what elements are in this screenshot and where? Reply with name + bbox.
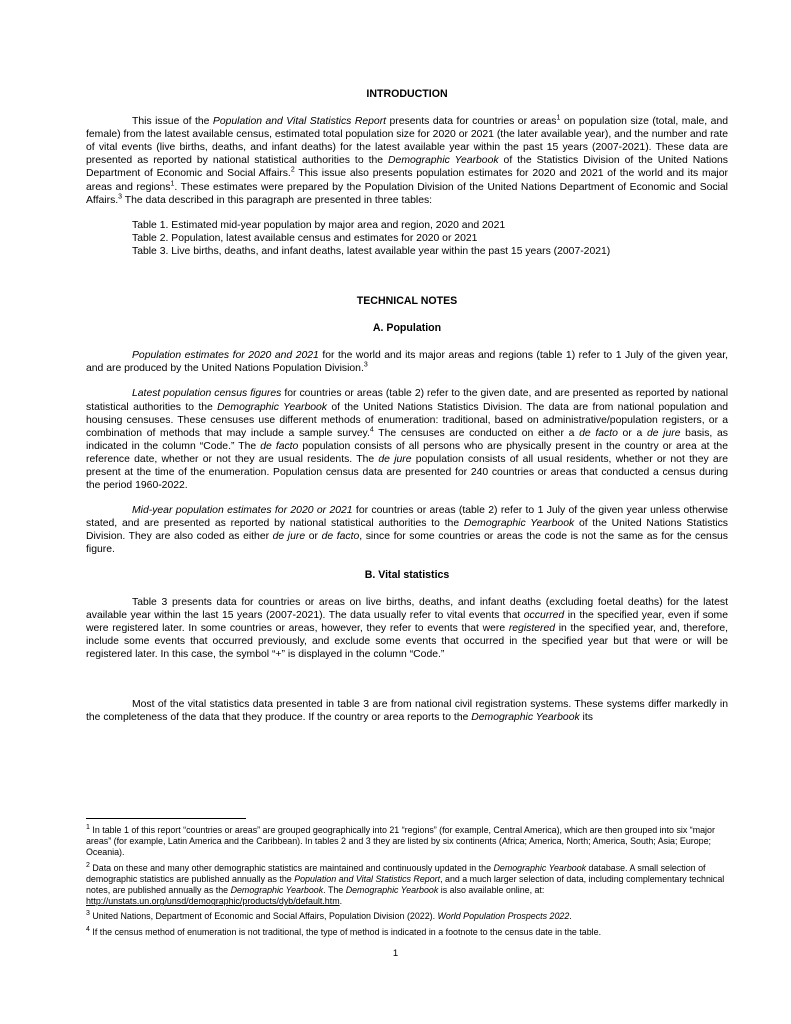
text-run: registered <box>508 622 556 634</box>
publication-title: Population and Vital Statistics Report <box>294 873 441 884</box>
text-run: , and a much larger selection of data, including complementary technical notes, are published annually as the <box>86 873 725 896</box>
footnote-number: 3 <box>86 910 90 918</box>
text-run: de jure <box>378 453 412 465</box>
text-run: This issue of the <box>132 116 213 128</box>
table-list-item: Table 1. Estimated mid-year population by major area and region, 2020 and 2021 <box>132 219 506 231</box>
text-run: Latest population census figures <box>132 388 282 400</box>
footnote-divider <box>86 818 246 819</box>
text-run: for the world and its major areas and regions (table 1) refer to 1 July of the given year, and are produced by the United Nations Population Division. <box>86 350 728 375</box>
publication-title: World Population Prospects 2022 <box>437 911 570 922</box>
text-run: of the United Nations Statistics Division. The data are from national population and housing censuses. These censuses use different methods of enumeration: traditional, based on administrative/population registers, or a combination of methods that may include a sample survey. <box>86 401 729 439</box>
text-run: de facto <box>260 440 299 452</box>
footnote-4 <box>86 927 728 938</box>
footnote-1 <box>86 825 728 859</box>
civil-registration-paragraph <box>86 698 728 724</box>
footnote-ref: 2 <box>290 167 295 174</box>
text-run: . <box>569 911 572 922</box>
introduction-heading: INTRODUCTION <box>366 88 448 100</box>
section-a-heading: A. Population <box>372 322 442 335</box>
text-run: , since for some countries or areas the code is not the same as for the census figure. <box>86 531 728 556</box>
text-run: for countries or areas (table 2) refer to the given date, and are presented as reported by national statistical authorities to the <box>86 388 729 413</box>
text-run: Population estimates for 2020 and 2021 <box>132 350 319 362</box>
text-run: . The <box>323 885 346 896</box>
text-run: The censuses are conducted on either a <box>373 427 580 439</box>
text-run: de facto <box>321 531 360 543</box>
text-run: or <box>305 531 322 543</box>
text-run: In table 1 of this report “countries or areas” are grouped geographically into 21 “regions” (for example, Central America), which are then grouped into six “major areas” (for example, Latin America and the Caribbean). In tables 2 and 3 they are listed by six continents (Africa; America, North; America, South; Asia; Europe; Oceania). <box>86 825 715 858</box>
footnote-ref: 3 <box>118 193 123 201</box>
text-run: or a <box>617 427 647 439</box>
text-run: population consists of all usual residents, whether or not they are present at the time of the enumeration. Population census data are presented for 240 countries or areas that conducted a census during the period 1960-2022. <box>86 453 728 492</box>
text-run: de jure <box>646 427 681 439</box>
text-run: de jure <box>272 531 306 543</box>
footnote-ref: 4 <box>369 426 374 434</box>
text-run: Most of the vital statistics data presented in table 3 are from national civil registration systems. These systems differ markedly in the completeness of the data that they produce. If the country or area reports to the <box>86 699 728 724</box>
publication-title: Demographic Yearbook <box>230 885 324 896</box>
footnote-ref: 1 <box>556 114 561 122</box>
text-run: is also available online, at: <box>438 885 545 896</box>
text-run: . <box>339 896 343 907</box>
text-run: Mid-year population estimates for 2020 or 2021 <box>132 505 353 517</box>
text-run: database. A small selection of demographic statistics are published annually as the <box>86 862 706 884</box>
text-run: Data on these and many other demographic statistics are maintained and continuously updated in the <box>89 862 494 873</box>
section-b-heading: B. Vital statistics <box>364 568 450 581</box>
text-run: population consists of all persons who are physically present in the country or area at the reference date, whether or not they are usual residents. The <box>86 440 728 465</box>
footnote-3 <box>86 911 728 922</box>
publication-title: Demographic Yearbook <box>345 885 439 896</box>
text-run: occurred <box>523 609 565 621</box>
publication-title: Demographic Yearbook <box>217 401 327 413</box>
page-number: 1 <box>392 948 399 959</box>
text-run: presents data for countries or areas <box>386 116 557 128</box>
table-list-item: Table 2. Population, latest available census and estimates for 2020 or 2021 <box>132 232 478 244</box>
intro-paragraph <box>86 115 728 207</box>
technical-notes-heading: TECHNICAL NOTES <box>356 295 458 308</box>
vital-statistics-paragraph <box>86 596 728 661</box>
text-run: This issue also presents population estimates for 2020 and 2021 of the world and its major areas and regions <box>86 168 728 193</box>
publication-title: Population and Vital Statistics Report <box>212 116 387 128</box>
publication-title: Demographic Yearbook <box>463 518 575 530</box>
text-run: . These estimates were prepared by the Population Division of the United Nations Department of Economic and Social Affairs. <box>86 181 728 206</box>
text-run: The data described in this paragraph are presented in three tables: <box>122 194 433 206</box>
text-run: in the specified year, and, therefore, include some events that occurred previously, and exclude some events that occurred in the specified year but that were or will be registered later. In this case, the symbol “+” is displayed in the column “Code.” <box>86 622 728 660</box>
table-list <box>132 219 728 258</box>
footnote-number: 1 <box>86 824 90 832</box>
table-list-item: Table 3. Live births, deaths, and infant deaths, latest available year within the past 15 years (2007-2021) <box>132 245 611 257</box>
population-estimates-paragraph <box>86 349 728 375</box>
footnote-number: 2 <box>86 861 90 869</box>
footnote-ref: 1 <box>170 180 175 188</box>
census-figures-paragraph <box>86 387 728 492</box>
text-run: If the census method of enumeration is not traditional, the type of method is indicated in a footnote to the census date in the table. <box>89 926 602 937</box>
footnotes <box>86 818 728 942</box>
text-run: its <box>579 712 593 724</box>
publication-title: Demographic Yearbook <box>471 712 580 724</box>
text-run: basis, as indicated in the column “Code.” The <box>86 427 728 452</box>
text-run: of the Statistics Division of the United Nations Department of Economic and Social Affairs. <box>86 155 728 180</box>
text-run: de facto <box>579 427 618 439</box>
footnote-number: 4 <box>86 925 90 933</box>
dyb-website-link[interactable]: http://unstats.un.org/unsd/demographic/products/dyb/default.htm <box>86 896 340 907</box>
publication-title: Demographic Yearbook <box>493 862 587 873</box>
footnote-ref: 3 <box>363 361 368 369</box>
text-run: United Nations, Department of Economic and Social Affairs, Population Division (2022). <box>89 911 438 922</box>
text-run: on population size (total, male, and female) from the latest available census, estimated total population size for 2020 or 2021 (the later available year), and the number and rate of vital events (live births, deaths, and infant deaths) for the latest available year within the past 15 years (2007-2021). These data are presented as reported by national statistical authorities to the <box>86 116 729 167</box>
footnote-2 <box>86 863 728 908</box>
text-run: in the specified year, even if some were registered later. In some countries or areas, however, they refer to events that were <box>86 609 728 634</box>
document-body <box>86 88 728 724</box>
publication-title: Demographic Yearbook <box>388 155 499 167</box>
text-run: for countries or areas (table 2) refer to 1 July of the given year unless otherwise stated, and are presented as reported by national statistical authorities to the <box>86 505 728 530</box>
text-run: Table 3 presents data for countries or areas on live births, deaths, and infant deaths (excluding foetal deaths) for the latest available year within the last 15 years (2007-2021). The data usually refer to vital events that <box>86 596 728 621</box>
text-run: of the United Nations Statistics Division. They are also coded as either <box>86 518 729 543</box>
mid-year-estimates-paragraph <box>86 504 728 556</box>
